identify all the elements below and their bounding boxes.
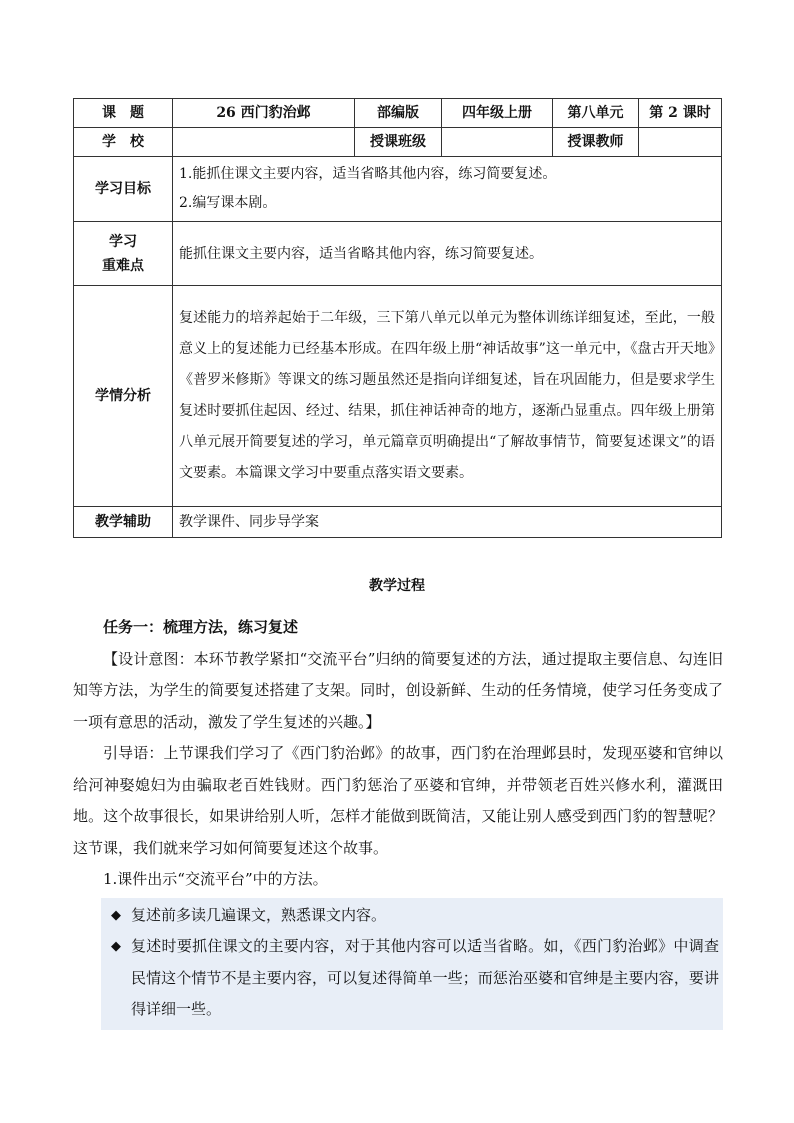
diamond-bullet-icon: ◆ [111, 907, 121, 923]
process-body [73, 612, 723, 1030]
key-points-label-line1: 学习 [109, 233, 137, 250]
objective-item: 2.编写课本剧。 [179, 195, 277, 211]
key-points-label-line2: 重难点 [102, 257, 144, 274]
table-row-aids [74, 507, 722, 538]
bullet-text: 复述时要抓住课文的主要内容，对于其他内容可以适当省略。如，《西门豹治邺》中调查民情这个情节不是主要内容，可以复述得简单一些；而惩治巫婆和官绅是主要内容，要讲得详细一些。 [131, 937, 719, 1018]
school-value [173, 128, 355, 157]
lesson-title: 26 西门豹治邺 [173, 99, 355, 128]
section-title: 教学过程 [369, 578, 425, 594]
intro-paragraph: 引导语：上节课我们学习了《西门豹治邺》的故事，西门豹在治理邺县时，发现巫婆和官绅以给河神娶媳妇为由骗取老百姓钱财。西门豹惩治了巫婆和官绅，并带领老百姓兴修水利，灌溉田地。这个故事很长，如果讲给别人听，怎样才能做到既简洁，又能让别人感受到西门豹的智慧呢？这节课，我们就来学习如何简要复述这个故事。 [73, 744, 723, 857]
bullet-text: 复述前多读几遍课文，熟悉课文内容。 [131, 905, 387, 924]
table-row-analysis [74, 286, 722, 507]
design-intent: 【设计意图：本环节教学紧扣“交流平台”归纳的简要复述的方法，通过提取主要信息、勾连旧知等方法，为学生的简要复述搭建了支架。同时，创设新鲜、生动的任务情境，使学习任务变成了一项有意思的活动，激发了学生复述的兴趣。】 [73, 649, 723, 731]
school-label: 学 校 [74, 128, 173, 157]
list-item [101, 900, 723, 932]
analysis-text: 复述能力的培养起始于二年级，三下第八单元以单元为整体训练详细复述，至此，一般意义上的复述能力已经基本形成。在四年级上册“神话故事”这一单元中，《盘古开天地》《普罗米修斯》等课文的练习题虽然还是指向详细复述，旨在巩固能力，但是要求学生复述时要抓住起因、经过、结果，抓住神话神奇的地方，逐渐凸显重点。四年级上册第八单元展开简要复述的学习，单元篇章页明确提出“了解故事情节，简要复述课文”的语文要素。本篇课文学习中要重点落实语文要素。 [173, 286, 722, 507]
lesson-info-table [73, 98, 722, 538]
aids-text: 教学课件、同步导学案 [173, 507, 722, 538]
method-callout [101, 898, 723, 1030]
teacher-label: 授课教师 [553, 128, 639, 157]
task-title: 任务一：梳理方法，练习复述 [103, 618, 299, 636]
objective-item: 1.能抓住课文主要内容，适当省略其他内容，练习简要复述。 [179, 166, 557, 182]
table-row-school [74, 128, 722, 157]
topic-label: 课 题 [74, 99, 173, 128]
table-row-topic [74, 99, 722, 128]
step-1: 1.课件出示“交流平台”中的方法。 [103, 870, 328, 888]
analysis-label: 学情分析 [74, 286, 173, 507]
table-row-objectives [74, 157, 722, 222]
list-item [101, 931, 723, 1026]
teacher-value [639, 128, 722, 157]
key-points-text: 能抓住课文主要内容，适当省略其他内容，练习简要复述。 [173, 222, 722, 286]
table-row-key-points [74, 222, 722, 286]
objectives-content [173, 157, 722, 222]
class-value [442, 128, 553, 157]
unit-cell: 第八单元 [553, 99, 639, 128]
key-points-label [74, 222, 173, 286]
objectives-label: 学习目标 [74, 157, 173, 222]
aids-label: 教学辅助 [74, 507, 173, 538]
diamond-bullet-icon: ◆ [111, 939, 121, 954]
grade-cell: 四年级上册 [442, 99, 553, 128]
period-cell: 第 2 课时 [639, 99, 722, 128]
class-label: 授课班级 [355, 128, 442, 157]
edition-cell: 部编版 [355, 99, 442, 128]
